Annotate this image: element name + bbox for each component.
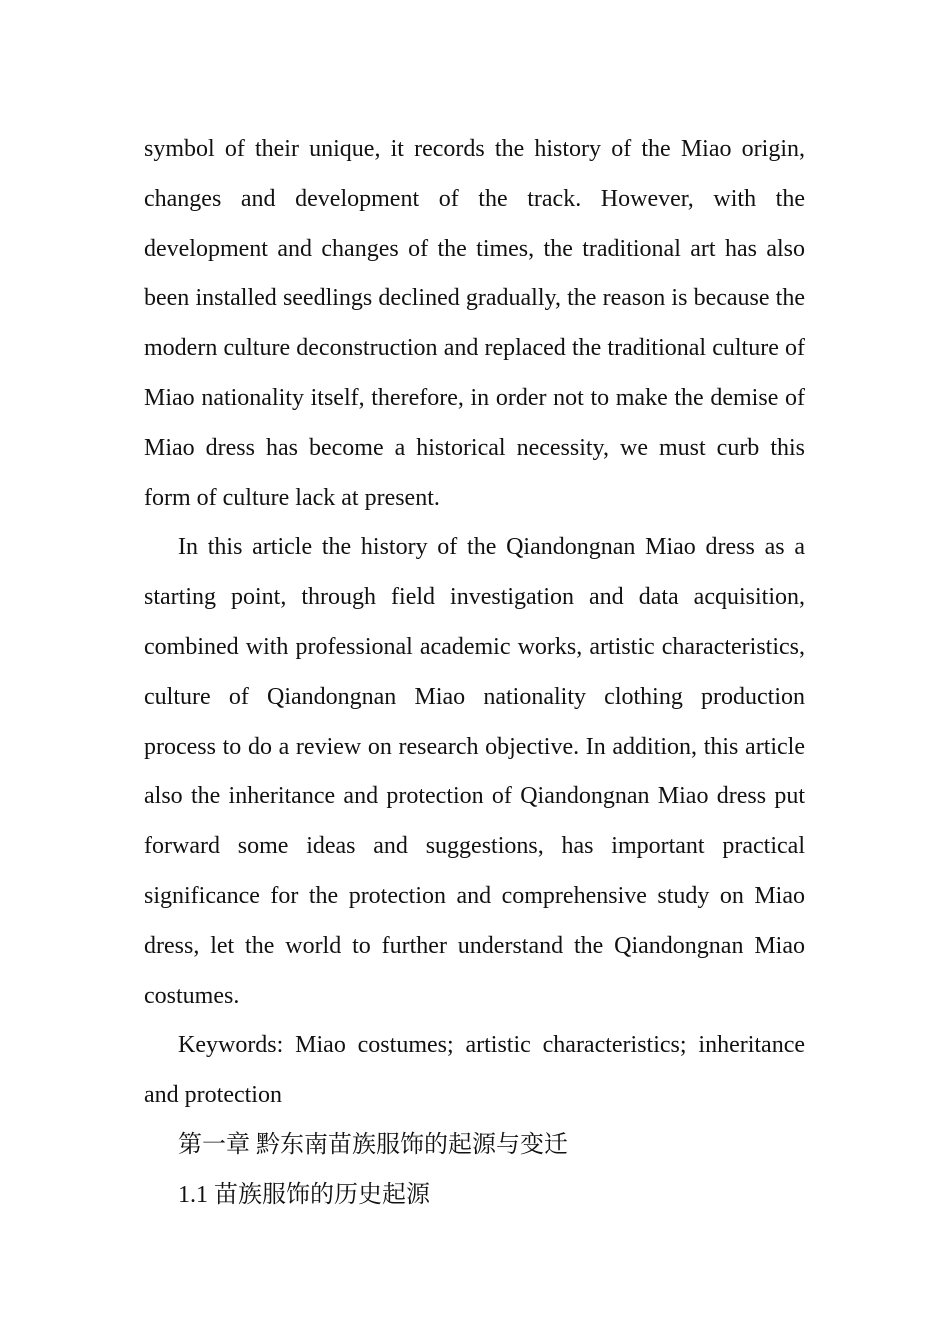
- abstract-paragraph-method: In this article the history of the Qiandongnan Miao dress as a starting point, through field investigation and data acquisition, combined with professional academic works, artistic characteristics, culture of Qiandongnan Miao nationality clothing production process to do a review on research objective. In addition, this article also the inheritance and protection of Qiandongnan Miao dress put forward some ideas and suggestions, has important practical significance for the protection and comprehensive study on Miao dress, let the world to further understand the Qiandongnan Miao costumes.: [144, 534, 805, 1009]
- keywords-paragraph: Keywords: Miao costumes; artistic characteristics; inheritance and protection: [144, 1032, 805, 1109]
- abstract-paragraph-continuation: symbol of their unique, it records the history of the Miao origin, changes and development of the track. However, with the development and changes of the times, the traditional art has also been installed seedlings declined gradually, the reason is because the modern culture deconstruction and replaced the traditional culture of Miao nationality itself, therefore, in order not to make the demise of Miao dress has become a historical necessity, we must curb this form of culture lack at present.: [144, 136, 805, 511]
- section-heading: 1.1 苗族服饰的历史起源: [178, 1181, 430, 1208]
- chapter-heading: 第一章 黔东南苗族服饰的起源与变迁: [178, 1131, 568, 1158]
- document-body: [144, 125, 805, 1221]
